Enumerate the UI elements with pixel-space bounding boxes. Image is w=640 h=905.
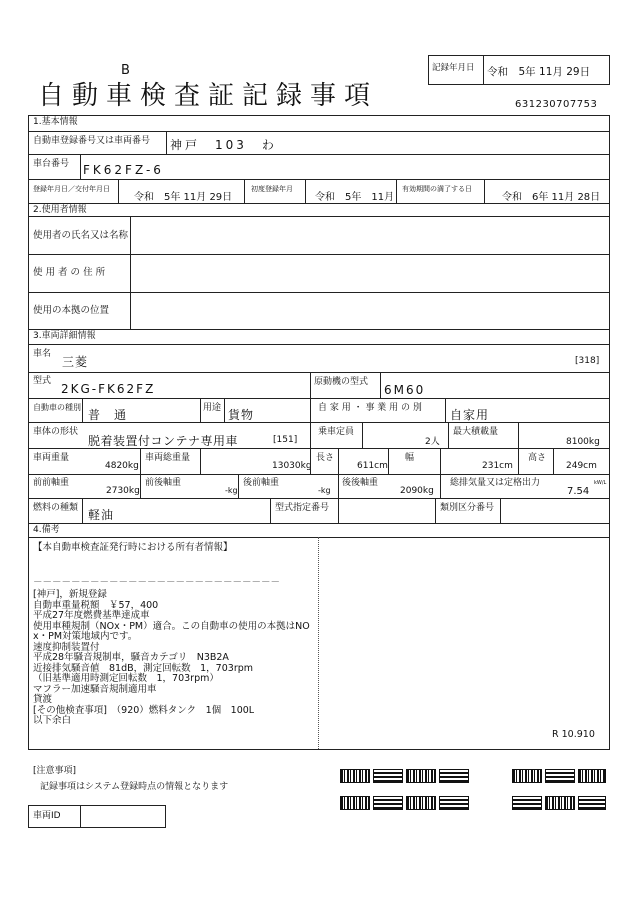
fr-axle-label: 前後軸重 [145,478,182,488]
barcode-image [340,796,370,810]
reg-date-label: 登録年月日／交付年月日 [33,185,110,193]
height-value: 249cm [566,461,597,471]
max-load-value: 8100kg [566,437,600,447]
capacity-label: 乗車定員 [318,427,355,437]
expiry-value: 令和 6年 11月 28日 [502,192,601,203]
section3-heading: 3.車両詳細情報 [33,331,96,341]
reg-date-value: 令和 5年 11月 29日 [134,192,233,203]
barcode-image [545,769,575,783]
ff-axle-value: 2730kg [106,486,140,496]
remark-line: （旧基準適用時測定回転数 1，703rpm） [33,673,219,684]
maker-label: 車名 [33,349,52,359]
remark-line: 平成28年騒音規制車，騒音カテゴリ N3B2A [33,652,229,663]
page-title: 自動車検査証記録事項 [38,81,379,111]
section2-heading: 2.使用者情報 [33,205,87,215]
remark-line: 近接排気騒音値 81dB，測定回転数 1，703rpm [33,662,254,674]
remark-line: x・PM対策地域内です。 [33,631,138,642]
remark-line: 速度抑制装置付 [33,641,100,653]
fuel-label: 燃料の種類 [33,503,79,513]
gross-weight-label: 車両総重量 [145,453,191,463]
record-date-label: 記録年月日 [432,63,475,73]
engine-value: 6M60 [384,383,426,397]
barcode-image [406,796,436,810]
barcode-image [512,796,542,810]
maker-code: [318] [575,356,600,366]
fr-axle-value: -kg [225,486,238,495]
use-label: 用途 [203,403,222,413]
remark-line: [神戸]，新規登録 [33,589,107,600]
length-value: 611cm [357,461,388,471]
width-label: 幅 [405,453,415,463]
remark-line: 平成27年度燃費基準達成車 [33,610,150,621]
rr-axle-label: 後後軸重 [342,478,379,488]
barcode-image [340,769,370,783]
remarks-list [33,590,310,727]
class-label: 類別区分番号 [440,503,495,513]
section1-heading: 1.基本情報 [33,117,78,127]
version-mark: B [121,63,130,78]
kind-value: 普 通 [88,408,128,422]
remark-line: 自動車重量税額 ￥57，400 [33,599,159,611]
vehicle-id-label: 車両ID [33,811,61,821]
gross-weight-value: 13030kg [272,461,312,471]
first-reg-label: 初度登録年月 [251,185,293,193]
barcode-image [512,769,542,783]
first-reg-value: 令和 5年 11月 [315,192,395,203]
private-value: 自家用 [450,408,490,422]
barcode-image [373,769,403,783]
remark-line: マフラー加速騒音規制適用車 [33,683,157,695]
width-value: 231cm [482,461,513,471]
owner-info-heading: 【本自動車検査証発行時における所有者情報】 [33,542,233,553]
use-value: 貨物 [228,408,255,422]
weight-value: 4820kg [105,461,139,471]
document-number: 631230707753 [515,99,598,110]
designation-label: 型式指定番号 [275,503,330,513]
reg-no-label: 自動車登録番号又は車両番号 [33,136,151,146]
weight-label: 車両重量 [33,453,70,463]
maker-value: 三菱 [62,355,89,369]
reg-no-value: 神戸 103 わ [170,138,277,152]
barcode-image [545,796,575,810]
engine-label: 原動機の型式 [314,377,369,387]
section4-heading: 4.備考 [33,525,60,535]
barcode-image [439,796,469,810]
barcode-image [578,796,606,810]
barcode-image [578,769,606,783]
model-label: 型式 [33,376,52,386]
rf-axle-value: -kg [318,486,331,495]
height-label: 高さ [528,453,547,463]
max-load-label: 最大積載量 [453,427,499,437]
notice-heading: [注意事項] [33,766,77,776]
user-name-label: 使用者の氏名又は名称 [33,230,129,241]
remark-line: [その他検査事項] （920）燃料タンク 1個 100L [33,704,255,716]
dash-line: －－－－－－－－－－－－－－－－－－－－－－－－－－ [33,577,281,588]
displacement-label: 総排気量又は定格出力 [450,478,541,488]
remark-line: 以下余白 [33,715,72,726]
expiry-label: 有効期間の満了する日 [402,185,472,193]
chassis-label: 車台番号 [33,159,70,169]
record-date-value: 令和 5年 11月 29日 [487,66,591,78]
private-label: 自 家 用 ・ 事 業 用 の 別 [318,403,422,413]
body-code: [151] [273,435,298,445]
body-label: 車体の形状 [33,427,79,437]
revision-code: R 10.910 [552,729,595,740]
use-base-label: 使用の本拠の位置 [33,305,110,316]
displacement-unit: kW/L [594,480,607,486]
chassis-value: FK62FZ-6 [83,163,164,177]
barcode-image [373,796,403,810]
displacement-value: 7.54 [567,486,590,497]
barcode-image [406,769,436,783]
notice-text: 記録事項はシステム登録時点の情報となります [40,782,229,792]
barcode-image [439,769,469,783]
model-value: 2KG-FK62FZ [61,382,156,396]
body-value: 脱着装置付コンテナ専用車 [88,434,239,448]
length-label: 長さ [316,453,335,463]
rf-axle-label: 後前軸重 [243,478,280,488]
fuel-value: 軽油 [88,508,115,522]
remark-line: 使用車種規制（NOx・PM）適合。この自動車の使用の本拠はNO [33,620,310,632]
ff-axle-label: 前前軸重 [33,478,70,488]
kind-label: 自動車の種別 [33,403,81,412]
rr-axle-value: 2090kg [400,486,434,496]
remark-line: 貸渡 [33,694,53,705]
user-address-label: 使 用 者 の 住 所 [33,267,106,278]
capacity-value: 2人 [425,437,440,447]
